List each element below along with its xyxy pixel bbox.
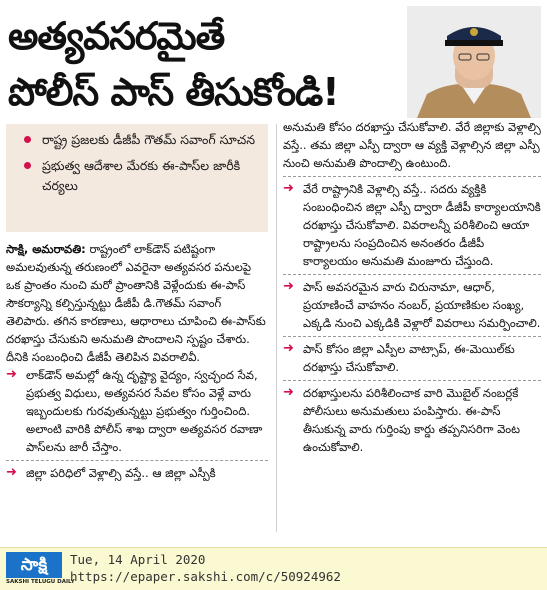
- arrow-icon: ➜: [283, 181, 294, 196]
- point-paragraph: [283, 278, 541, 332]
- continued-paragraph: అనుమతి కోసం దరఖాస్తు చేసుకోవాలి. వేరే జిల్లాకు వెళ్లాల్సి వస్తే.. తమ జిల్లా ఎస్పీ ద్వారా ఆ వ్యక్తి వెళ్లాల్సిన జిల్లా ఎస్పీ నుంచి అనుమతి పొందాల్సి ఉంటుంది.: [283, 120, 541, 170]
- logo-subtitle: SAKSHI TELUGU DAILY: [6, 579, 75, 585]
- point-text: పాస్ అవసరమైన వారు చిరునామా, ఆధార్, ప్రయాణించే వాహనం నంబర్, ప్రయాణికుల సంఖ్య, ఎక్కడి నుంచి ఎక్కడికి వెళ్లారో వివరాలు సమర్పించాలి.: [303, 280, 541, 330]
- point-text: లాక్‌డౌన్ అమల్లో ఉన్న దృష్ట్యా వైద్యం, స్వచ్ఛంద సేవ, ప్రభుత్వ విధులు, అత్యవసర సేవల కోసం వెళ్లే వారు ఇబ్బందులకు గురవుతున్నట్టు ప్రభుత్వం గుర్తించింది. అలాంటి వారికి పోలీస్ శాఖ ద్వారా అత్యవసర రవాణా పాస్‌లను జారీ చేస్తాం.: [26, 368, 263, 454]
- summary-item-text: ప్రభుత్వ ఆదేశాల మేరకు ఈ-పాస్‌ల జారీకి చర్యలు: [42, 158, 241, 193]
- summary-item: [20, 130, 262, 150]
- dashed-separator: [6, 460, 268, 461]
- arrow-icon: ➜: [283, 385, 294, 400]
- point-paragraph: [283, 340, 541, 376]
- officer-portrait-image: [407, 6, 541, 118]
- arrow-icon: ➜: [283, 341, 294, 356]
- point-paragraph: [6, 366, 268, 456]
- summary-item-text: రాష్ట్ర ప్రజలకు డీజీపీ గౌతమ్ సవాంగ్ సూచన: [42, 132, 256, 147]
- point-paragraph: [283, 180, 541, 270]
- dashed-separator: [283, 274, 541, 275]
- logo-mark: సాక్షి: [6, 552, 62, 578]
- point-paragraph: [283, 384, 541, 456]
- headline-line-2: పోలీస్ పాస్ తీసుకోండి!: [8, 70, 339, 114]
- point-paragraph: [6, 464, 268, 482]
- lead-text: రాష్ట్రంలో లాక్‌డౌన్ పటిష్టంగా అమలవుతున్న తరుణంలో ఎవరైనా అత్యవసర పనులపై ఒక ప్రాంతం నుంచి మరో ప్రాంతానికి వెళ్లేందుకు ఈ-పాస్ సౌకర్యాన్ని కల్పిస్తున్నట్టు డీజీపీ డి.గౌతమ్ సవాంగ్ తెలిపారు. తగిన కారణాలు, ఆధారాలు చూపించి ఈ-పాస్‌కు దరఖాస్తు చేసుకుని అనుమతి పొందాలని స్పష్టం చేశారు. దీనికి సంబంధించి డీజీపీ తెలిపిన వివరాలివీ.: [6, 242, 266, 364]
- dashed-separator: [283, 380, 541, 381]
- headline-line-1: అత్యవసరమైతే: [8, 14, 225, 58]
- dashed-separator: [283, 176, 541, 177]
- left-column: [6, 240, 268, 482]
- point-text: దరఖాస్తులను పరిశీలించాక వారి మొబైల్ నంబర్లకే పోలీసులు అనుమతులు పంపిస్తారు. ఈ-పాస్ తీసుకున్న వారు గుర్తింపు కార్డు తప్పనిసరిగా వెంట ఉంచుకోవాలి.: [303, 386, 520, 454]
- officer-photo: [407, 6, 541, 118]
- column-divider: [276, 124, 277, 532]
- arrow-icon: ➜: [6, 465, 17, 480]
- byline: సాక్షి, అమరావతి:: [6, 242, 86, 256]
- dashed-separator: [283, 336, 541, 337]
- arrow-icon: ➜: [6, 367, 17, 382]
- point-text: వేరే రాష్ట్రానికి వెళ్లాల్సి వస్తే.. సదరు వ్యక్తికి సంబంధించిన జిల్లా ఎస్పీ ద్వారా డీజీపీ కార్యాలయానికి దరఖాస్తు చేసుకోవాలి. వివరాలన్నీ పరిశీలించి ఆయా రాష్ట్రాలను సంప్రదించిన అనంతరం డీజీపీ కార్యాలయం అనుమతి మంజూరు చేస్తుంది.: [303, 182, 541, 268]
- epaper-footer: [0, 547, 547, 590]
- summary-item: [20, 156, 262, 196]
- bullet-icon: [24, 162, 31, 169]
- sakshi-logo[interactable]: [6, 552, 75, 586]
- arrow-icon: ➜: [283, 279, 294, 294]
- source-url-link[interactable]: https://epaper.sakshi.com/c/50924962: [70, 569, 341, 584]
- point-text: పాస్ కోసం జిల్లా ఎస్పీల వాట్సాప్, ఈ-మెయిల్‌కు దరఖాస్తు చేసుకోవాలి.: [303, 342, 515, 374]
- point-text: జిల్లా పరిధిలో వెళ్లాల్సి వస్తే.. ఆ జిల్లా ఎస్పీకి: [26, 466, 216, 480]
- headline: [8, 8, 404, 120]
- bullet-icon: [24, 136, 31, 143]
- right-column: [283, 118, 541, 456]
- summary-box: [6, 124, 268, 232]
- publication-date: Tue, 14 April 2020: [70, 552, 206, 567]
- lead-paragraph: [6, 240, 268, 366]
